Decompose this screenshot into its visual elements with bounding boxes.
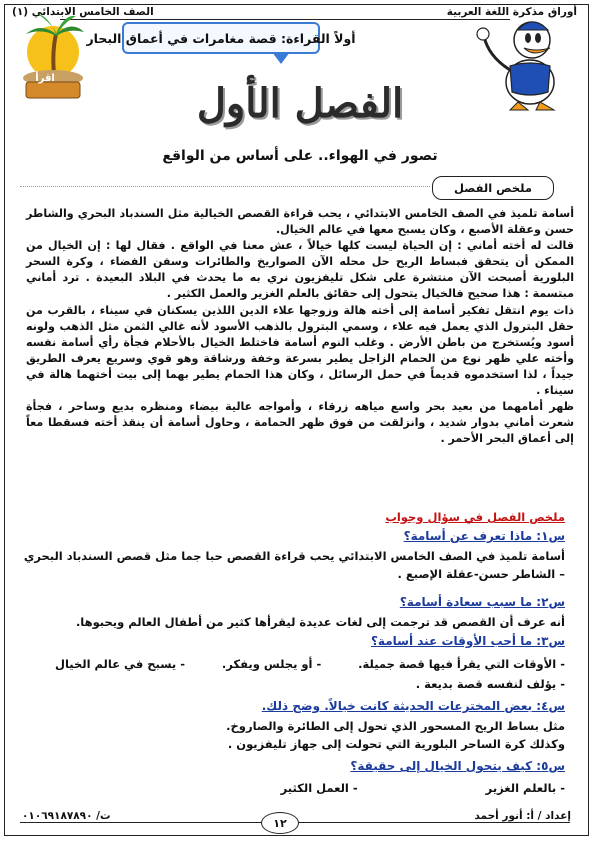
header-subject: أوراق مذكرة اللغة العربية — [446, 6, 577, 18]
banner-label: أولاً القراءة: — [281, 30, 356, 46]
answer-3-item: - الأوقات التي يقرأ فيها قصة جميلة. — [358, 657, 565, 671]
summary-body — [26, 206, 574, 447]
reading-banner — [86, 22, 356, 54]
palm-island-icon — [18, 12, 88, 104]
summary-paragraph: ظهر أمامهما من بعيد بحر واسع مياهه زرقاء ، وأمواجه عالية بيضاء ومنظره بديع وساحر ، فجأة شعرت أماني بدوار شديد ، وانزلقت من فوق ظهر الحمامة ، وحاول أسامة أن ينقذ أخته فسقطا معاً إلى أعماق البحر الأحمر . — [26, 400, 574, 446]
duck-mascot-icon — [470, 6, 582, 114]
answer-1-line-2: – الشاطر حسن-عقلة الإصبع . — [397, 567, 565, 581]
summary-paragraph: ذات يوم انتقل تفكير أسامة إلى أخته هالة وزوجها علاء الدين اللذين يسكنان في سيناء ، بالقرب من حقل البترول الذي يعمل فيه علاء ، وسمي البترول بالذهب الأسود لأنه غالي الثمن مثل الذهب ولونه أسود ويُستخرج من باطن الأرض . وغلب النوم أسامة فاختلط الخيال بالأحلام فجأة رأي أسامة نفسه وأخته علي ظهر نوع من الحمام الزاجل يطير بسرعة وخفة ورشاقة وهو قوي وسريع يعرف الطريق جيداً ، لذا استخدموه قديماً في حمل الرسائل ، وكان هذا الحمام يطير بهما إلى بيت أختهما هالة في سيناء . — [26, 303, 574, 398]
header-grade: الصف الخامس الابتدائي (١) — [12, 6, 154, 18]
footer-author: إعداد / أ: أنور أحمد — [474, 810, 571, 822]
answer-3-item: - يسبح في عالم الخيال — [55, 657, 186, 671]
question-5: س٥: كيف يتحول الخيال إلى حقيقة؟ — [350, 759, 565, 773]
answer-2: أنه عرف أن القصص قد ترجمت إلى لغات عديدة ليقرأها كثير من أطفال العالم ويحبوها. — [75, 615, 565, 629]
answer-5-item: - بالعلم الغزير — [485, 781, 565, 795]
page-number: ١٢ — [261, 812, 299, 834]
tag-divider — [20, 186, 430, 187]
answer-3-row — [25, 656, 565, 672]
answer-5-item: - العمل الكثير — [280, 781, 358, 795]
chapter-title: الفصل الأول — [196, 80, 404, 127]
answer-3-item: - أو يجلس ويفكر. — [221, 657, 322, 671]
banner-story-title: قصة مغامرات في أعماق البحار — [86, 30, 277, 46]
question-3: س٣: ما أحب الأوقات عند أسامة؟ — [370, 634, 565, 648]
logo-text: اقرأ — [35, 73, 55, 84]
summary-paragraph: قالت له أخته أماني : إن الحياة ليست كلها خيالاً ، عش معنا في الواقع . فقال لها : إن الخيال من الممكن أن يتحقق فبساط الريح حل محله الآن الصواريخ والطائرات وسفن الفضاء ، وكرة السحر البلورية أصبحت الآن منتشرة على شكل تليفزيون نري به ما يحدث في البلاد البعيدة . ترد أماني مبتسمة : هذا صحيح فالخيال يتحول إلى حقائق بالعلم الغزير والعمل الكثير . — [26, 239, 574, 301]
header-divider — [60, 19, 510, 20]
answer-1-line-1: أسامة تلميذ في الصف الخامس الابتدائي يحب قراءة القصص حبا جما مثل قصص السندباد البحري — [23, 549, 565, 563]
summary-tag: ملخص الفصل — [432, 176, 554, 200]
answer-5-row — [25, 780, 565, 796]
banner-tail — [272, 52, 290, 64]
answer-4-line-1: مثل بساط الريح المسحور الذي تحول إلى الطائرة والصاروخ. — [226, 719, 565, 733]
question-2: س٢: ما سبب سعادة أسامة؟ — [399, 595, 565, 609]
question-1: س١: ماذا تعرف عن أسامة؟ — [403, 529, 565, 543]
footer-phone: ت/ ٠١٠٦٩١٨٧٨٩٠ — [22, 810, 111, 822]
question-4: س٤: بعض المخترعات الحديثة كانت خيالاً. وضح ذلك. — [261, 699, 565, 713]
answer-4-line-2: وكذلك كرة الساحر البلورية التي تحولت إلى جهاز تليفزيون . — [227, 737, 565, 751]
summary-paragraph: أسامة تلميذ في الصف الخامس الابتدائي ، يحب قراءة القصص الخيالية مثل السندباد البحري والشاطر حسن وعقلة الأصبع ، وكان يسبح معها في عالم الخيال. — [26, 207, 574, 237]
qa-heading: ملخص الفصل في سؤال وجواب — [385, 510, 565, 524]
answer-3-item: - يؤلف لنفسه قصة بديعة . — [415, 677, 565, 691]
chapter-subtitle: تصور في الهواء.. على أساس من الواقع — [162, 148, 438, 164]
